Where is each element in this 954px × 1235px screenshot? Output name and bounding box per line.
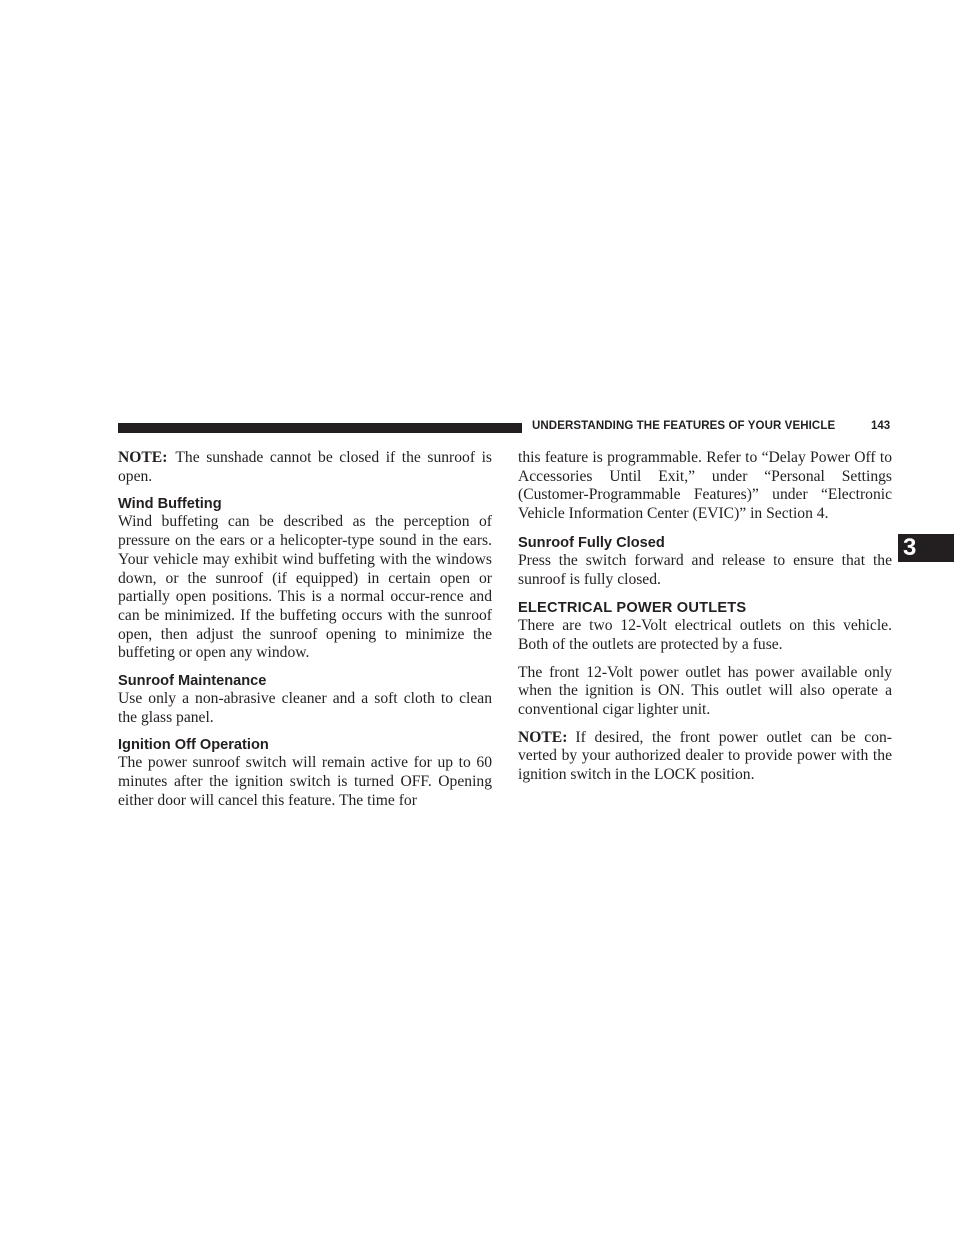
note-label: NOTE: — [118, 449, 168, 466]
note-sunshade — [118, 449, 492, 486]
note-label: NOTE: — [518, 728, 568, 746]
paragraph-wind-buffeting: Wind buffeting can be described as the perception of pressure on the ears or a helicopter-type sound in the ears. Your vehicle may exhibit wind buffeting with the windows down, or the sunroof (if equipped) in certain open or partially open positions. This is a normal occur-rence and can be minimized. If the buffeting occurs with the sunroof open, then adjust the sunroof opening to minimize the buffeting or open any window. — [118, 513, 492, 662]
paragraph-ignition-off-operation: The power sunroof switch will remain active for up to 60 minutes after the ignition switch is turned OFF. Opening either door will cancel this feature. The time for — [118, 754, 492, 809]
left-column — [118, 449, 492, 820]
right-column — [518, 449, 892, 794]
paragraph-outlets-1: There are two 12-Volt electrical outlets on this vehicle. Both of the outlets are protected by a fuse. — [518, 617, 892, 653]
running-header-title: UNDERSTANDING THE FEATURES OF YOUR VEHICLE — [532, 420, 836, 432]
header-rule — [118, 423, 522, 433]
heading-sunroof-maintenance: Sunroof Maintenance — [118, 673, 267, 690]
section-tab: 3 — [898, 534, 954, 562]
paragraph-ignition-off-continued: this feature is programmable. Refer to “Delay Power Off to Accessories Until Exit,” under “Personal Settings (Customer-Programmable Features)” under “Electronic Vehicle Information Center (EVIC)” in Section 4. — [518, 449, 892, 523]
heading-electrical-power-outlets: ELECTRICAL POWER OUTLETS — [518, 600, 747, 617]
note-power-outlet — [518, 729, 892, 785]
paragraph-sunroof-maintenance: Use only a non-abrasive cleaner and a soft cloth to clean the glass panel. — [118, 690, 492, 726]
heading-wind-buffeting: Wind Buffeting — [118, 496, 222, 513]
heading-ignition-off-operation: Ignition Off Operation — [118, 737, 269, 754]
page-number: 143 — [871, 420, 891, 432]
note-text: The sunshade cannot be closed if the sunroof is open. — [118, 449, 492, 485]
heading-sunroof-fully-closed: Sunroof Fully Closed — [518, 534, 665, 551]
paragraph-sunroof-fully-closed: Press the switch forward and release to ensure that the sunroof is fully closed. — [518, 551, 892, 588]
note-text: If desired, the front power outlet can be con-verted by your authorized dealer to provide power with the ignition switch in the LOCK position. — [518, 728, 892, 784]
paragraph-outlets-2: The front 12-Volt power outlet has power available only when the ignition is ON. This outlet will also operate a conventional cigar lighter unit. — [518, 663, 892, 719]
